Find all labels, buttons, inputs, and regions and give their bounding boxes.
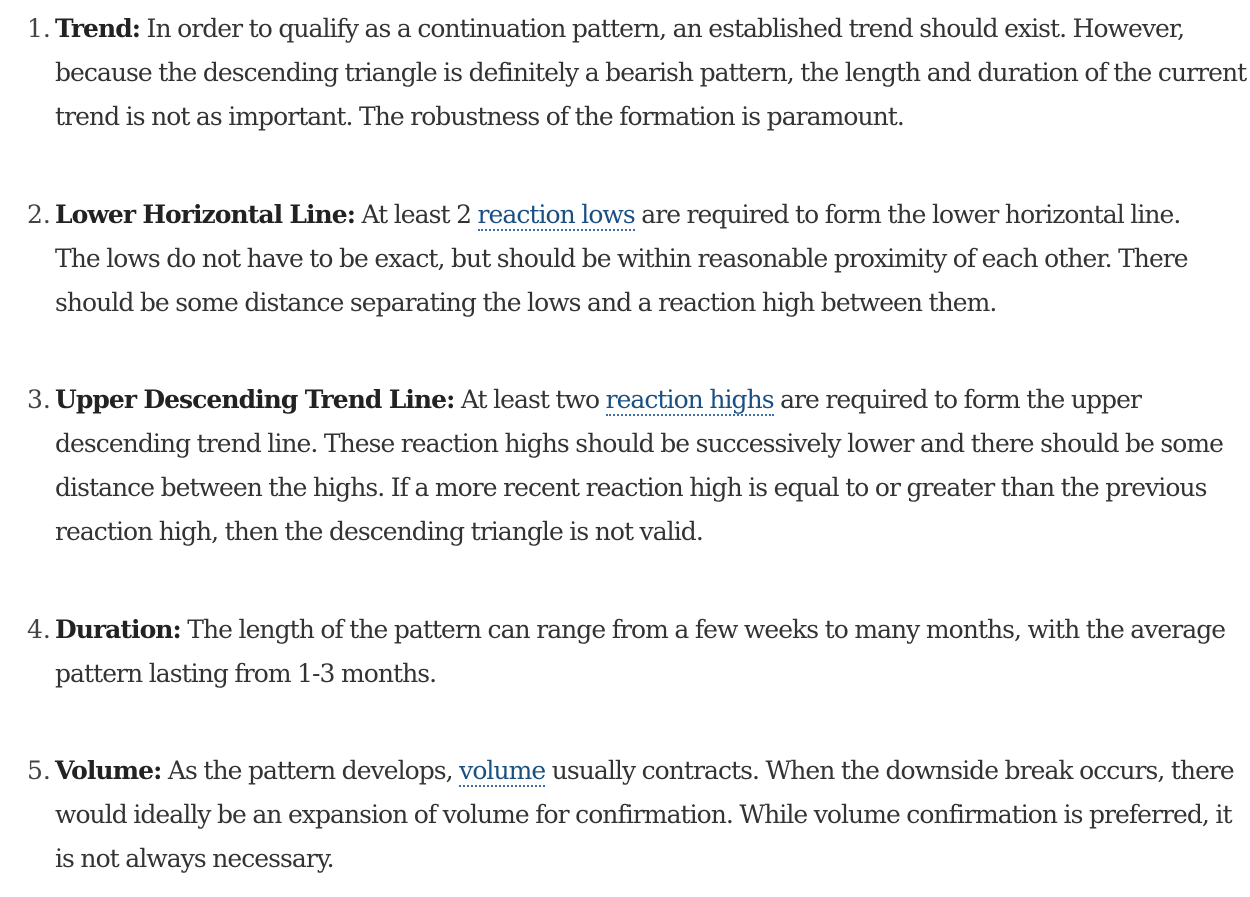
reaction-lows-link[interactable]: reaction lows [477, 200, 635, 229]
text-line [55, 193, 1240, 237]
item-label: Trend: [55, 14, 141, 43]
list-item-body [55, 749, 1240, 881]
list-item-body [55, 378, 1240, 554]
text-line [55, 7, 1240, 51]
item-text: At least two [454, 385, 606, 414]
item-label: Upper Descending Trend Line: [55, 385, 455, 414]
list-number: 4. [27, 615, 51, 644]
list-number: 5. [27, 756, 51, 785]
item-text: At least 2 [355, 200, 478, 229]
text-line [55, 608, 1240, 652]
item-text: In order to qualify as a continuation pattern, an established trend should exist. However, [140, 14, 1185, 43]
list-item-body [55, 193, 1240, 325]
text-line: descending trend line. These reaction highs should be successively lower and there should be some [55, 429, 1223, 458]
list-number: 2. [27, 200, 51, 229]
item-text: The length of the pattern can range from a few weeks to many months, with the average [180, 615, 1226, 644]
item-text: As the pattern develops, [161, 756, 460, 785]
text-line: is not always necessary. [55, 844, 334, 873]
reaction-highs-link[interactable]: reaction highs [605, 385, 774, 414]
text-line: reaction high, then the descending triangle is not valid. [55, 517, 703, 546]
text-line: pattern lasting from 1-3 months. [55, 659, 437, 688]
item-text: usually contracts. When the downside break occurs, there [545, 756, 1234, 785]
text-line [55, 378, 1240, 422]
item-text: are required to form the upper [773, 385, 1141, 414]
item-label: Duration: [55, 615, 181, 644]
list-item-body [55, 608, 1240, 696]
volume-link[interactable]: volume [459, 756, 546, 785]
text-line: should be some distance separating the lows and a reaction high between them. [55, 288, 997, 317]
item-label: Lower Horizontal Line: [55, 200, 355, 229]
list-item-body [55, 7, 1247, 139]
list-number: 1. [27, 14, 51, 43]
text-line: trend is not as important. The robustness of the formation is paramount. [55, 102, 904, 131]
text-line [55, 749, 1240, 793]
text-line: The lows do not have to be exact, but should be within reasonable proximity of each other. There [55, 244, 1188, 273]
text-line: would ideally be an expansion of volume for confirmation. While volume confirmation is preferred, it [55, 800, 1232, 829]
item-text: are required to form the lower horizontal line. [634, 200, 1181, 229]
list-number: 3. [27, 385, 51, 414]
item-label: Volume: [55, 756, 162, 785]
text-line: distance between the highs. If a more recent reaction high is equal to or greater than the previous [55, 473, 1207, 502]
text-line: because the descending triangle is definitely a bearish pattern, the length and duration of the current [55, 58, 1247, 87]
